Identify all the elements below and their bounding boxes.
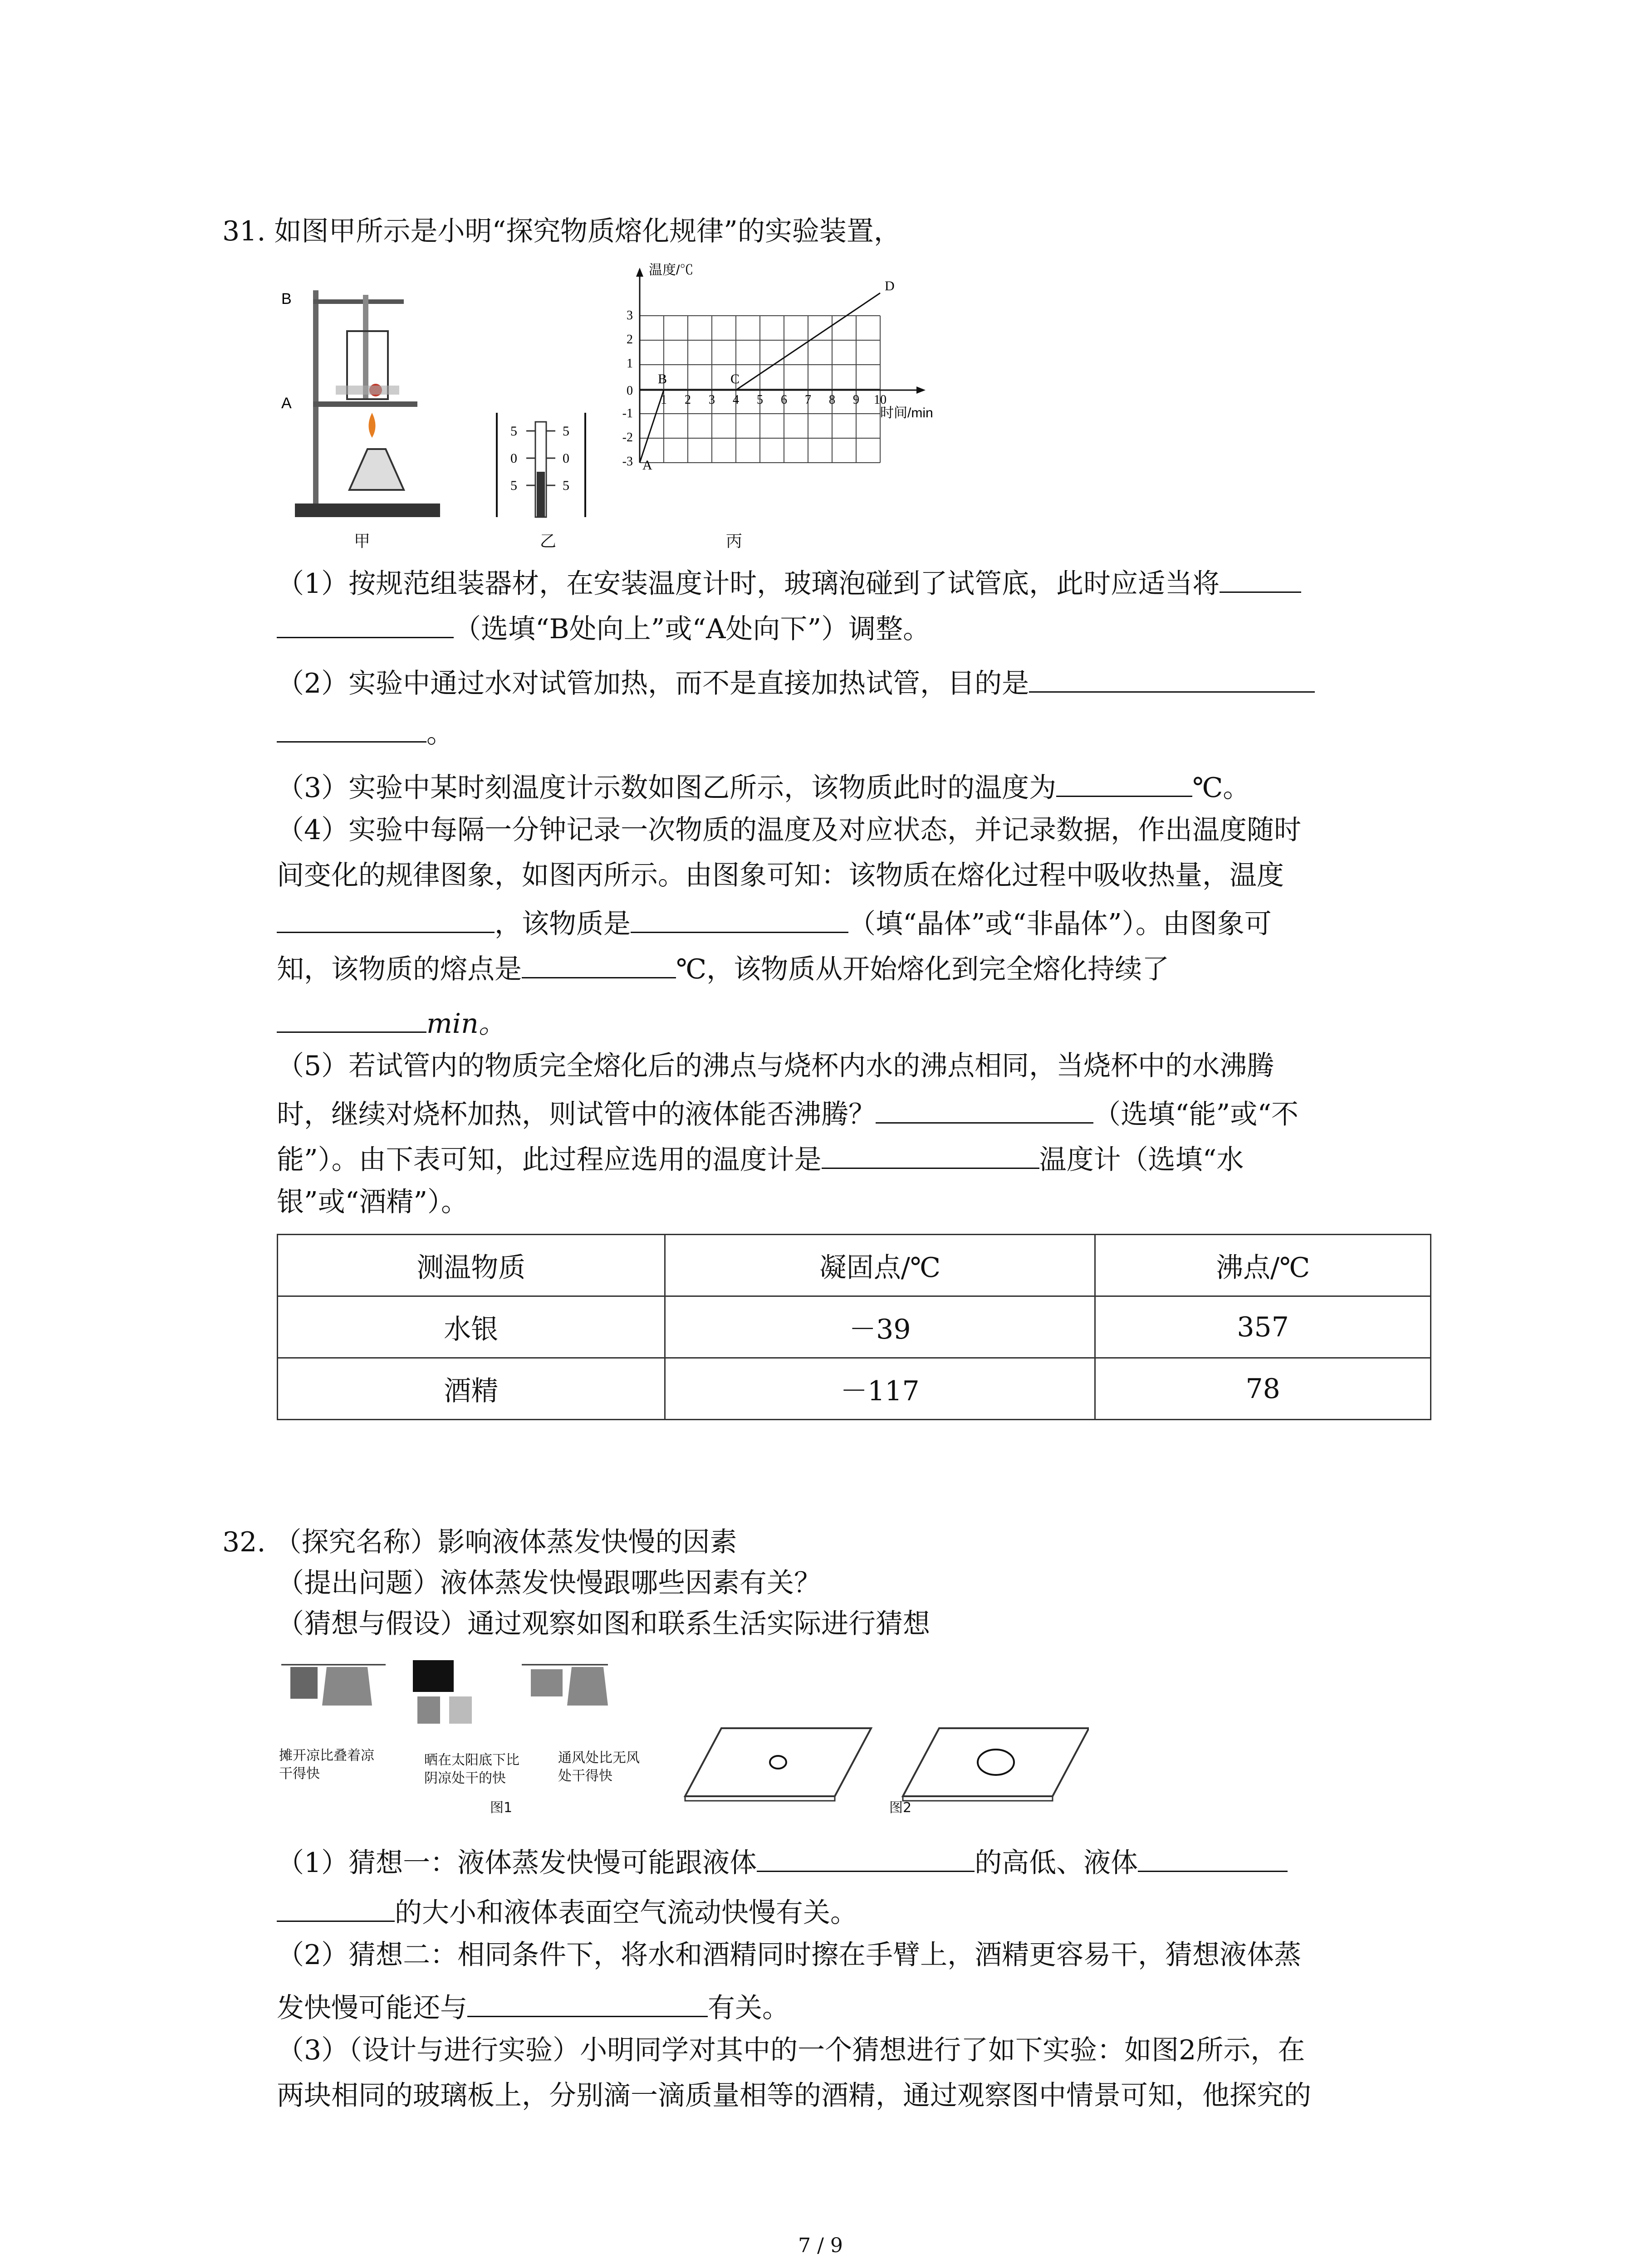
caption-jia: 甲	[354, 532, 371, 551]
fig2-label: 图2	[889, 1800, 912, 1816]
thermo-right-tick: 5	[563, 478, 569, 493]
q32-part2-b: 发快慢可能还与 有关。	[277, 1987, 789, 2026]
fig1-caption-1: 摊开凉比叠着凉	[279, 1748, 374, 1764]
graph-xtick: 3	[709, 393, 715, 407]
q31-part1-a: （1）按规范组装器材，在安装温度计时，玻璃泡碰到了试管底，此时应适当将	[277, 562, 1301, 602]
answer-blank[interactable]	[1138, 1842, 1288, 1872]
table-header-row	[278, 1235, 1431, 1296]
graph-ylabel: 温度/℃	[649, 263, 694, 278]
thermo-left-tick: 5	[510, 424, 517, 439]
q31-part4-b: 间变化的规律图象，如图丙所示。由图象可知：该物质在熔化过程中吸收热量，温度	[277, 860, 1284, 891]
q32-part3-b: 两块相同的玻璃板上，分别滴一滴质量相等的酒精，通过观察图中情景可知，他探究的	[277, 2080, 1311, 2112]
fig1-caption-2b: 阴凉处干的快	[424, 1770, 506, 1786]
page-number: 7 / 9	[798, 2234, 843, 2257]
graph-xtick: 10	[874, 393, 887, 407]
answer-blank[interactable]	[876, 1093, 1093, 1124]
table-row	[278, 1296, 1431, 1358]
answer-blank[interactable]	[277, 1002, 426, 1033]
graph-point-D: D	[885, 279, 895, 293]
q31-part4-a: （4）实验中每隔一分钟记录一次物质的温度及对应状态，并记录数据，作出温度随时	[277, 814, 1302, 846]
answer-blank[interactable]	[522, 948, 676, 978]
fig1-caption-2: 晒在太阳底下比	[424, 1752, 519, 1768]
graph-xlabel: 时间/min	[880, 406, 933, 420]
graph-point-C: C	[730, 371, 740, 386]
graph-xtick: 2	[685, 393, 691, 407]
table-header: 沸点/℃	[1095, 1235, 1431, 1296]
q31-part5-c: 能”）。由下表可知，此过程应选用的温度计是 温度计（选填“水	[277, 1139, 1244, 1178]
graph-ytick: 3	[627, 308, 633, 323]
temperature-graph	[612, 263, 975, 490]
q31-part4-e: min。	[277, 1002, 506, 1042]
graph-ytick: -1	[622, 406, 633, 420]
table-header: 测温物质	[278, 1235, 665, 1296]
q31-intro: 31. 如图甲所示是小明“探究物质熔化规律”的实验装置，	[222, 215, 901, 247]
graph-point-B: B	[658, 371, 667, 386]
table-cell: －39	[665, 1296, 1095, 1358]
answer-blank[interactable]	[1220, 562, 1301, 593]
graph-xtick: 9	[853, 393, 859, 407]
answer-blank[interactable]	[757, 1842, 975, 1872]
caption-yi: 乙	[540, 532, 557, 551]
table-cell: 357	[1095, 1296, 1431, 1358]
table-cell: －117	[665, 1358, 1095, 1420]
answer-blank[interactable]	[631, 903, 848, 933]
q32-part2-a: （2）猜想二：相同条件下，将水和酒精同时擦在手臂上，酒精更容易干，猜想液体蒸	[277, 1939, 1302, 1971]
answer-blank[interactable]	[822, 1139, 1039, 1169]
thermo-left-tick: 5	[510, 478, 517, 493]
table-row	[278, 1358, 1431, 1420]
q31-part4-d: 知，该物质的熔点是 ℃，该物质从开始熔化到完全熔化持续了	[277, 948, 1169, 987]
q31-part5-a: （5）若试管内的物质完全熔化后的沸点与烧杯内水的沸点相同，当烧杯中的水沸腾	[277, 1050, 1274, 1082]
q32-part3-a: （3）（设计与进行实验）小明同学对其中的一个猜想进行了如下实验：如图2所示，在	[277, 2034, 1305, 2066]
q31-part3: （3）实验中某时刻温度计示数如图乙所示，该物质此时的温度为 ℃。	[277, 767, 1250, 806]
fig1-caption-3b: 处干得快	[558, 1768, 612, 1784]
answer-blank[interactable]	[467, 1987, 708, 2017]
q31-part4-c: ，该物质是 （填“晶体”或“非晶体”）。由图象可	[277, 903, 1272, 942]
q31-part5-b: 时，继续对烧杯加热，则试管中的液体能否沸腾？ （选填“能”或“不	[277, 1093, 1298, 1133]
fig1-label: 图1	[490, 1800, 513, 1816]
q31-part2-a: （2）实验中通过水对试管加热，而不是直接加热试管，目的是	[277, 662, 1315, 702]
answer-blank[interactable]	[1029, 662, 1315, 693]
fig1-caption-3: 通风处比无风	[558, 1750, 640, 1766]
answer-blank[interactable]	[1056, 767, 1192, 797]
graph-ytick: 2	[627, 332, 633, 347]
answer-blank[interactable]	[277, 712, 426, 743]
q31-part5-d: 银”或“酒精”）。	[277, 1186, 469, 1218]
table-cell: 酒精	[278, 1358, 665, 1420]
q31-part1-b: （选填“B处向上”或“A处向下”）调整。	[277, 608, 930, 647]
graph-xtick: 5	[757, 393, 763, 407]
fig1-caption-1b: 干得快	[279, 1766, 320, 1782]
drying-clothes-figure	[277, 1656, 649, 1751]
graph-xtick: 6	[781, 393, 787, 407]
thermo-left-tick: 0	[510, 451, 517, 466]
q32-title: 32. （探究名称）影响液体蒸发快慢的因素	[222, 1526, 737, 1558]
thermometer-liquid-table	[277, 1234, 1431, 1420]
fig-label-B: B	[281, 290, 292, 308]
graph-xtick: 7	[805, 393, 811, 407]
glass-plates-figure	[681, 1724, 1089, 1805]
thermo-right-tick: 0	[563, 451, 569, 466]
graph-point-A: A	[642, 458, 652, 473]
table-header: 凝固点/℃	[665, 1235, 1095, 1296]
graph-xtick: 4	[733, 393, 739, 407]
answer-blank[interactable]	[277, 1892, 395, 1922]
graph-ytick: 0	[627, 384, 633, 398]
graph-ytick: 1	[627, 357, 633, 371]
q32-part1-b: 的大小和液体表面空气流动快慢有关。	[277, 1892, 857, 1931]
fig-label-A: A	[281, 395, 292, 412]
graph-ytick: -2	[622, 430, 633, 445]
q32-hypothesis: （猜想与假设）通过观察如图和联系生活实际进行猜想	[277, 1608, 930, 1640]
thermometer-figure	[495, 413, 590, 522]
q31-part2-b: 。	[277, 712, 454, 752]
apparatus-figure	[277, 277, 449, 535]
table-cell: 78	[1095, 1358, 1431, 1420]
graph-ytick: -3	[622, 455, 633, 469]
caption-bing: 丙	[726, 532, 743, 551]
answer-blank[interactable]	[277, 608, 454, 638]
q32-part1-a: （1）猜想一：液体蒸发快慢可能跟液体 的高低、液体	[277, 1842, 1288, 1881]
answer-blank[interactable]	[277, 903, 495, 933]
q32-question: （提出问题）液体蒸发快慢跟哪些因素有关？	[277, 1567, 821, 1599]
graph-xtick: 1	[661, 393, 667, 407]
table-cell: 水银	[278, 1296, 665, 1358]
graph-xtick: 8	[829, 393, 835, 407]
thermo-right-tick: 5	[563, 424, 569, 439]
